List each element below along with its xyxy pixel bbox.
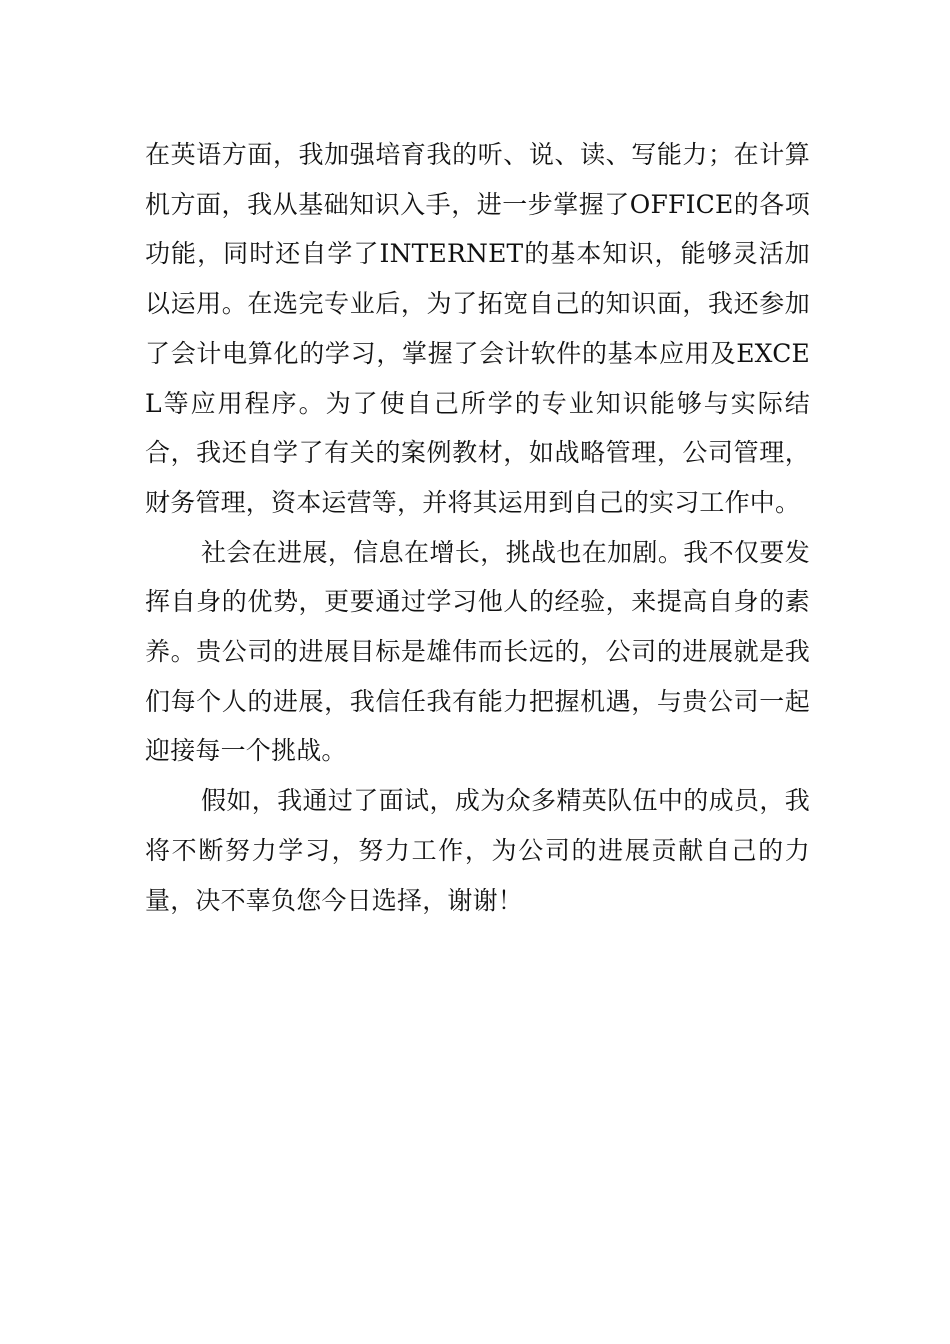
paragraph-2: 社会在进展，信息在增长，挑战也在加剧。我不仅要发挥自身的优势，更要通过学习他人的经验，来提高自身的素养。贵公司的进展目标是雄伟而长远的，公司的进展就是我们每个人的进展，我信任我有能力把握机遇，与贵公司一起迎接每一个挑战。 xyxy=(145,537,810,766)
document-body xyxy=(145,130,810,925)
paragraph-3: 假如，我通过了面试，成为众多精英队伍中的成员，我将不断努力学习，努力工作，为公司的进展贡献自己的力量，决不辜负您今日选择，谢谢！ xyxy=(145,786,810,915)
paragraph-1: 在英语方面，我加强培育我的听、说、读、写能力；在计算机方面，我从基础知识入手，进一步掌握了OFFICE的各项功能，同时还自学了INTERNET的基本知识，能够灵活加以运用。在选完专业后，为了拓宽自己的知识面，我还参加了会计电算化的学习，掌握了会计软件的基本应用及EXCEL等应用程序。为了使自己所学的专业知识能够与实际结合，我还自学了有关的案例教材，如战略管理，公司管理，财务管理，资本运营等，并将其运用到自己的实习工作中。 xyxy=(145,140,810,517)
